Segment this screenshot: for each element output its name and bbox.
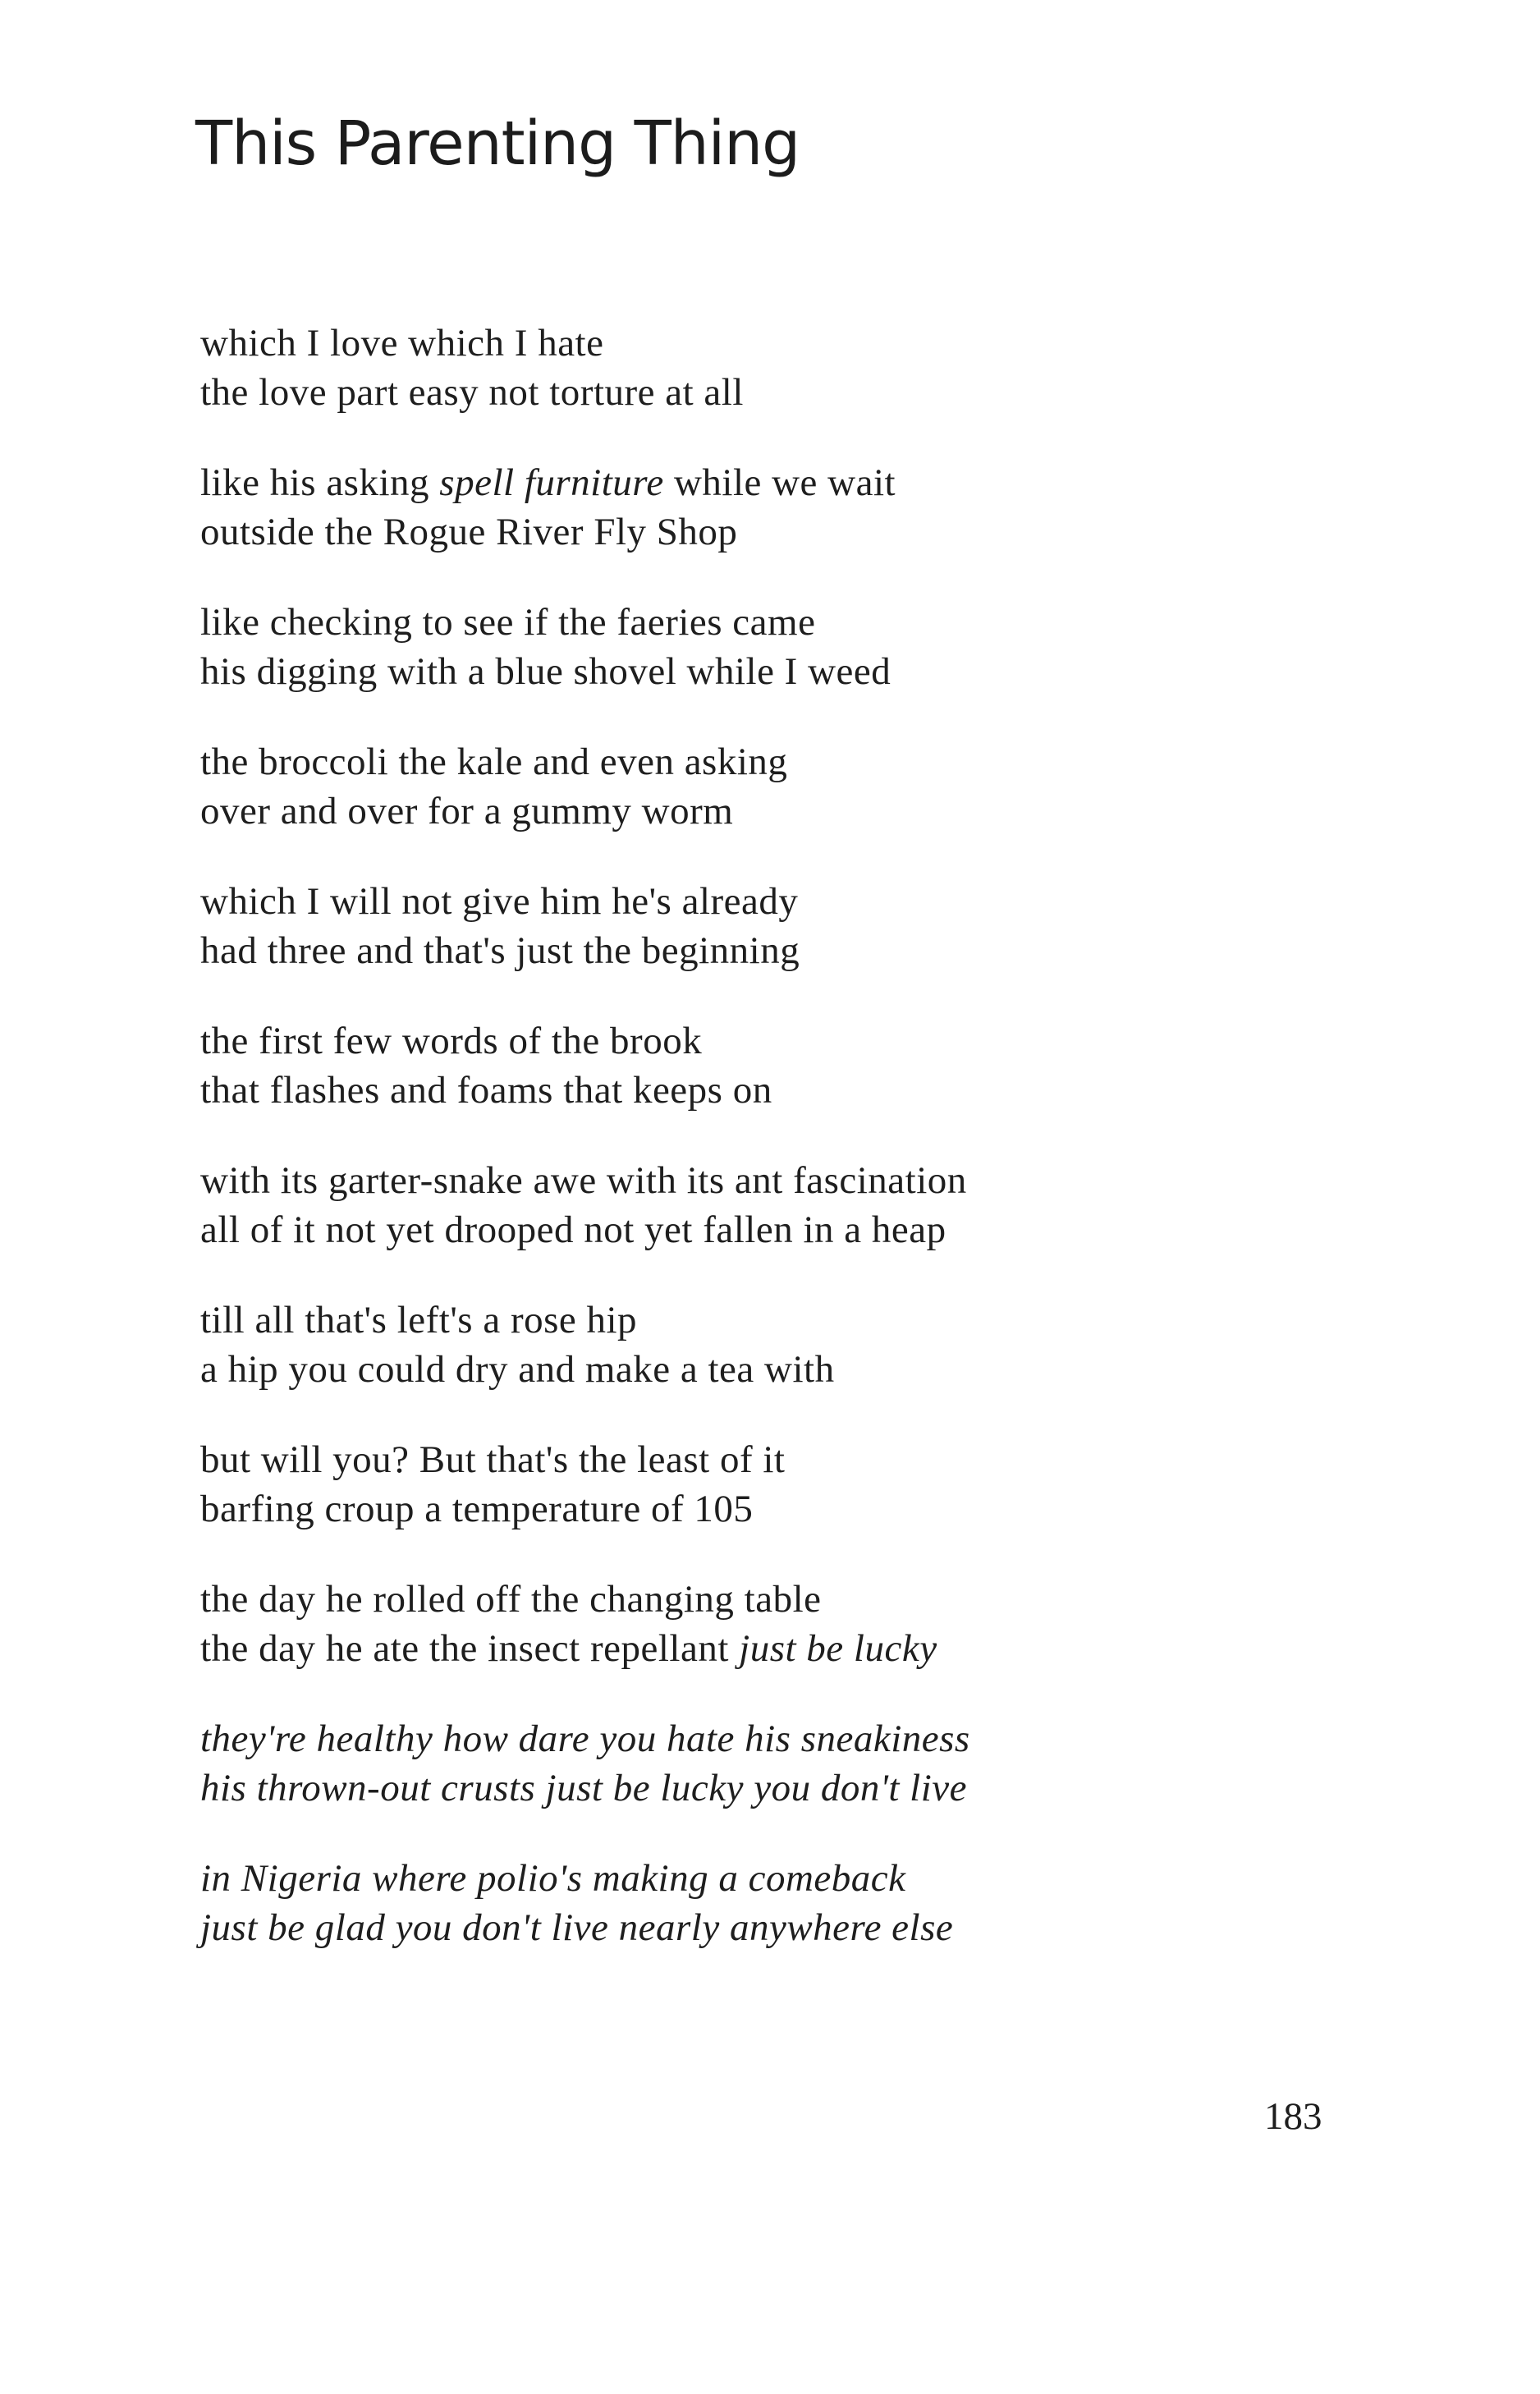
italic-text-segment: just be lucky [739, 1627, 937, 1670]
italic-text-segment: just be glad you don't live nearly anywhere else [200, 1906, 954, 1949]
poem-line [200, 598, 1350, 647]
text-segment: had three and that's just the beginning [200, 929, 800, 972]
poem-line [200, 1066, 1350, 1115]
text-segment: the day he rolled off the changing table [200, 1578, 822, 1621]
text-segment: but will you? But that's the least of it [200, 1438, 786, 1481]
poem-line [200, 1156, 1350, 1205]
stanza [200, 1156, 1350, 1254]
text-segment: the day he ate the insect repellant [200, 1627, 740, 1670]
text-segment: while we wait [663, 461, 896, 504]
text-segment: the first few words of the brook [200, 1020, 703, 1062]
poem-line [200, 1854, 1350, 1903]
text-segment: his digging with a blue shovel while I weed [200, 650, 891, 693]
poem-line [200, 368, 1350, 417]
poem-line [200, 737, 1350, 787]
text-segment: like his asking [200, 461, 440, 504]
stanza [200, 1854, 1350, 1952]
stanza [200, 1575, 1350, 1673]
stanza [200, 1016, 1350, 1115]
poem-line [200, 1903, 1350, 1952]
poem-line [200, 1624, 1350, 1673]
poem-line [200, 1763, 1350, 1813]
poem-line [200, 877, 1350, 926]
text-segment: that flashes and foams that keeps on [200, 1069, 772, 1112]
poem-line [200, 1016, 1350, 1066]
text-segment: outside the Rogue River Fly Shop [200, 511, 738, 553]
poem-line [200, 1484, 1350, 1534]
page-number: 183 [1264, 2095, 1322, 2138]
poem-line [200, 1714, 1350, 1763]
text-segment: a hip you could dry and make a tea with [200, 1348, 835, 1391]
stanza [200, 877, 1350, 975]
poem-line [200, 1205, 1350, 1254]
stanza [200, 1714, 1350, 1813]
stanza [200, 598, 1350, 696]
poem-body [200, 319, 1350, 1993]
poem-line [200, 458, 1350, 507]
text-segment: which I love which I hate [200, 322, 604, 365]
text-segment: with its garter-snake awe with its ant fascination [200, 1159, 967, 1202]
poem-line [200, 507, 1350, 557]
poem-line [200, 1575, 1350, 1624]
italic-text-segment: his thrown-out crusts just be lucky you don't live [200, 1767, 968, 1809]
poem-line [200, 1296, 1350, 1345]
text-segment: over and over for a gummy worm [200, 790, 734, 832]
poem-line [200, 1435, 1350, 1484]
text-segment: which I will not give him he's already [200, 880, 799, 923]
poem-title: This Parenting Thing [195, 108, 800, 179]
text-segment: the love part easy not torture at all [200, 371, 744, 414]
italic-text-segment: they're healthy how dare you hate his sneakiness [200, 1718, 970, 1760]
poem-line [200, 319, 1350, 368]
stanza [200, 458, 1350, 557]
italic-text-segment: spell furniture [439, 461, 664, 504]
text-segment: the broccoli the kale and even asking [200, 741, 788, 783]
stanza [200, 737, 1350, 836]
stanza [200, 1435, 1350, 1534]
text-segment: till all that's left's a rose hip [200, 1299, 638, 1341]
poem-line [200, 1345, 1350, 1394]
italic-text-segment: in Nigeria where polio's making a comeback [200, 1857, 906, 1900]
text-segment: like checking to see if the faeries came [200, 601, 816, 644]
text-segment: barfing croup a temperature of 105 [200, 1488, 754, 1530]
poem-line [200, 647, 1350, 696]
poem-line [200, 787, 1350, 836]
poem-line [200, 926, 1350, 975]
text-segment: all of it not yet drooped not yet fallen in a heap [200, 1208, 946, 1251]
stanza [200, 1296, 1350, 1394]
stanza [200, 319, 1350, 417]
